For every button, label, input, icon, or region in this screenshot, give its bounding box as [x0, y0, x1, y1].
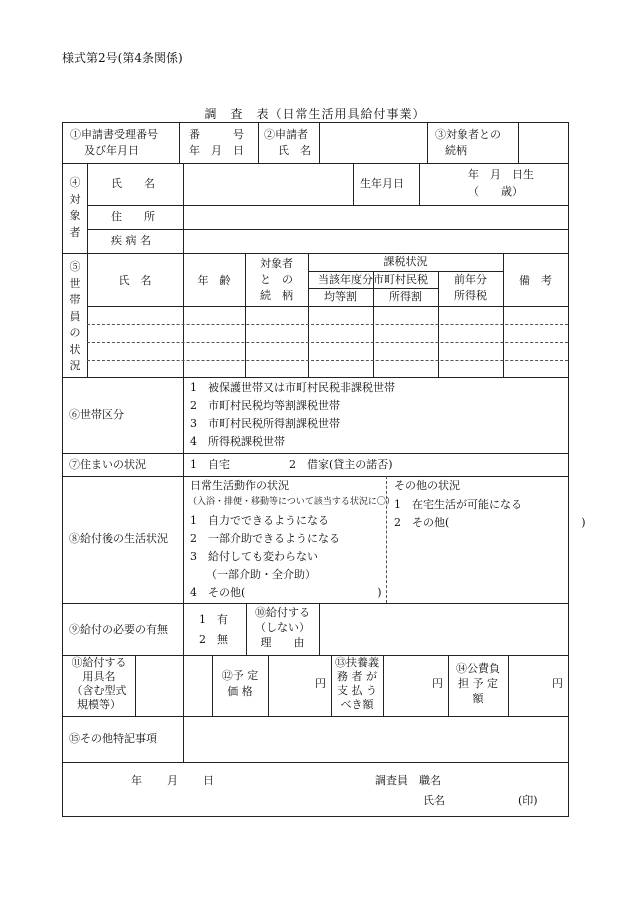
form-title: 調 査 表（日常生活用具給付事業）	[204, 107, 426, 121]
relation-line-1: 対象者	[260, 257, 293, 270]
reason-line-1: ⑩給付する	[255, 606, 310, 619]
dashed-rule	[87, 360, 568, 361]
device-line: （含む型式	[71, 684, 127, 697]
rule	[183, 163, 184, 254]
member-age-header: 年 齢	[197, 274, 231, 287]
burden-line: 担 予 定	[458, 677, 498, 690]
rule	[87, 205, 568, 206]
rule	[383, 655, 384, 717]
necessity-options	[199, 610, 228, 650]
relationship-label	[435, 127, 501, 159]
survey-table	[62, 122, 586, 817]
adl-option: 1 自力でできるようになる	[190, 514, 329, 527]
rule	[87, 229, 568, 230]
necessity-no: 2 無	[199, 633, 228, 646]
obligor-yen: 円	[432, 677, 443, 690]
other-status-options	[394, 496, 586, 532]
adl-option: （一部介助・全介助）	[206, 568, 316, 581]
rule	[183, 377, 184, 763]
rule	[63, 762, 568, 763]
reason-line-3: 理 由	[260, 636, 305, 649]
receipt-label-1: ①申請書受理番号	[70, 128, 158, 141]
receipt-label-2: 及び年月日	[84, 143, 139, 157]
category-item: 2 市町村民税均等割課税世帯	[190, 399, 340, 412]
support-obligor-label	[331, 656, 383, 712]
reason-line-2: （しない）	[255, 621, 310, 634]
burden-yen: 円	[552, 677, 563, 690]
planned-price-label	[212, 668, 268, 700]
adl-options	[190, 512, 382, 602]
age-format: （ 歳）	[468, 185, 523, 198]
current-year-tax-header: 当該年度分市町村民税	[318, 273, 428, 286]
relationship-label-2: 続柄	[445, 143, 467, 157]
public-burden-label	[448, 661, 508, 706]
adl-option: 2 一部介助できるようになる	[190, 532, 340, 545]
form-number: 様式第2号(第4条関係)	[62, 51, 183, 65]
residence-label: ⑦住まいの状況	[69, 458, 146, 471]
receipt-number	[189, 127, 244, 159]
rule	[508, 655, 509, 717]
rule	[518, 123, 519, 163]
necessity-yes: 1 有	[199, 613, 228, 626]
prev-income-tax-header	[438, 272, 503, 304]
disease-label: 疾 病 名	[111, 234, 151, 247]
residence-own-home: 1 自宅	[190, 458, 230, 471]
birth-date-format: 年 月 日生	[468, 168, 534, 181]
burden-line: ⑭公費負	[456, 662, 500, 675]
receipt-number-label: 番 号	[189, 128, 244, 141]
device-line: 規模等）	[77, 698, 121, 711]
adl-note: （入浴・排便・移動等について該当する状況に〇）	[188, 497, 395, 507]
category-item: 4 所得税課税世帯	[190, 435, 285, 448]
reason-label	[246, 605, 319, 650]
subject-side-label: ④対象者	[69, 176, 81, 239]
rule	[268, 655, 269, 717]
rule	[63, 163, 568, 164]
remarks-header: 備 考	[519, 274, 552, 287]
address-label: 住 所	[111, 210, 155, 223]
rule	[135, 655, 136, 717]
prev-line-2: 所得税	[454, 288, 487, 302]
obligor-line: ⑬扶養義	[335, 656, 379, 669]
footer-month: 月	[167, 774, 178, 787]
rule	[63, 453, 568, 454]
footer-day: 日	[203, 774, 214, 787]
applicant-label	[264, 127, 311, 159]
household-category-label: ⑥世帯区分	[69, 408, 124, 421]
rule	[419, 163, 420, 205]
income-levy-header: 所得割	[389, 290, 422, 303]
other-status-title: その他の状況	[394, 479, 460, 492]
burden-line: 額	[472, 692, 484, 705]
price-line-1: ⑫予 定	[221, 669, 259, 682]
dashed-rule	[87, 324, 568, 325]
device-name-label	[63, 656, 135, 712]
rule	[319, 603, 320, 656]
necessity-label: ⑨給付の必要の有無	[69, 623, 168, 636]
relation-line-3: 続 柄	[260, 288, 293, 302]
adl-option: 4 その他( )	[190, 586, 382, 599]
device-line: ⑪給付する	[71, 656, 127, 669]
obligor-line: べき額	[340, 698, 374, 711]
birth-date-label: 生年月日	[360, 177, 404, 190]
rule	[427, 123, 428, 163]
other-option: 2 その他( )	[394, 516, 586, 529]
rule	[87, 163, 88, 254]
rule	[63, 655, 568, 656]
price-yen: 円	[315, 677, 326, 690]
member-relation-header	[245, 256, 308, 304]
footer-year: 年	[131, 774, 142, 787]
rule	[87, 306, 568, 307]
relationship-label-1: ③対象者との	[435, 128, 501, 141]
seal-mark: (印)	[518, 794, 538, 807]
receipt-date-label: 年 月 日	[189, 143, 244, 157]
prev-line-1: 前年分	[454, 273, 487, 286]
household-category-list	[190, 379, 395, 451]
applicant-label-1: ②申請者	[264, 128, 308, 141]
subject-name-label: 氏 名	[111, 177, 155, 190]
dashed-rule	[87, 342, 568, 343]
rule	[63, 716, 568, 717]
category-item: 1 被保護世帯又は市町村民税非課税世帯	[190, 381, 395, 394]
household-side-label: ⑤世帯員の状況	[69, 260, 81, 372]
investigator-title-label: 調査員 職名	[375, 774, 441, 787]
rule	[63, 476, 568, 477]
rule	[63, 603, 568, 604]
applicant-label-2: 氏 名	[278, 143, 311, 157]
rule	[319, 123, 320, 163]
tax-status-header: 課税状況	[383, 255, 428, 268]
rule	[258, 123, 259, 163]
relation-line-2: と の	[260, 272, 293, 286]
rule	[63, 377, 568, 378]
member-name-header: 氏 名	[118, 274, 152, 287]
other-notes-label: ⑮その他特記事項	[69, 732, 157, 745]
adl-title: 日常生活動作の状況	[190, 479, 289, 492]
other-option: 1 在宅生活が可能になる	[394, 498, 522, 511]
investigator-name-label: 氏名	[423, 794, 445, 807]
rule	[179, 123, 180, 163]
obligor-line: 支 払 う	[337, 684, 377, 697]
device-line: 用具名	[82, 670, 116, 683]
equal-levy-header: 均等割	[324, 290, 357, 303]
rule	[353, 163, 354, 205]
receipt-label	[70, 127, 158, 159]
adl-option: 3 給付しても変わらない	[190, 550, 318, 563]
category-item: 3 市町村民税所得割課税世帯	[190, 417, 340, 430]
price-line-2: 価 格	[227, 685, 253, 698]
post-benefit-label: ⑧給付後の生活状況	[69, 532, 168, 545]
obligor-line: 務 者 が	[337, 670, 377, 683]
residence-rental: 2 借家(貸主の諾否)	[289, 458, 393, 471]
